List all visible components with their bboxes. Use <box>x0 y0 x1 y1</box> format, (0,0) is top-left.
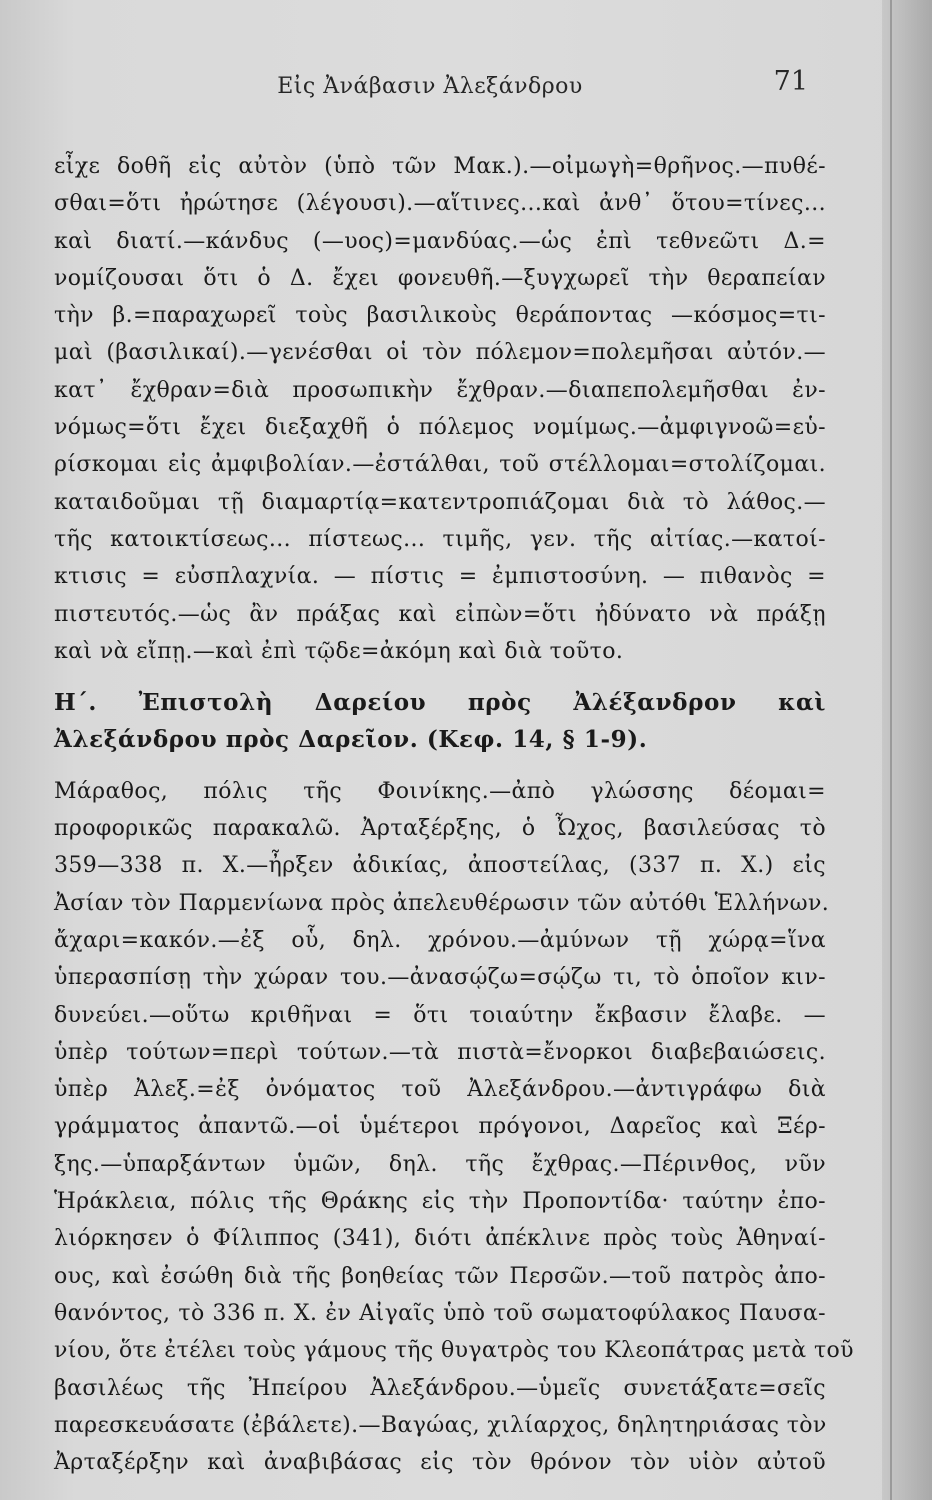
text-line: κτισις = εὐσπλαχνία. — πίστις = ἐμπιστοσύνη. — πιθανὸς = <box>54 564 826 590</box>
text-line: γράμματος ἀπαντῶ.—οἱ ὑμέτεροι πρόγονοι, Δαρεῖος καὶ Ξέρ- <box>54 1114 826 1140</box>
text-line: Μάραθος, πόλις τῆς Φοινίκης.—ἀπὸ γλώσσης δέομαι= <box>54 778 826 804</box>
page-edge-line <box>890 0 892 1500</box>
text-line: ξης.—ὑπαρξάντων ὑμῶν, δηλ. τῆς ἔχθρας.—Πέρινθος, νῦν <box>54 1151 826 1177</box>
text-line: ἄχαρι=κακόν.—ἐξ οὗ, δηλ. χρόνου.—ἀμύνων τῇ χώρᾳ=ἵνα <box>54 927 826 953</box>
text-line: καταιδοῦμαι τῇ διαμαρτίᾳ=κατεντροπιάζομαι διὰ τὸ λάθος.— <box>54 489 826 515</box>
text-line: σθαι=ὅτι ἠρώτησε (λέγουσι).—αἵτινες...καὶ ἀνθ᾿ ὅτου=τίνες... <box>54 191 826 217</box>
section-heading: Η΄. Ἐπιστολὴ Δαρείου πρὸς Ἀλέξανδρον καὶ <box>54 689 826 717</box>
section-heading: Ἀλεξάνδρου πρὸς Δαρεῖον. (Κεφ. 14, § 1-9). <box>54 726 648 754</box>
text-line: ους, καὶ ἐσώθη διὰ τῆς βοηθείας τῶν Περσῶν.—τοῦ πατρὸς ἀπο- <box>54 1263 826 1289</box>
text-line: καὶ νὰ εἴπῃ.—καὶ ἐπὶ τῷδε=ἀκόμη καὶ διὰ τοῦτο. <box>54 638 624 664</box>
text-line: νίου, ὅτε ἐτέλει τοὺς γάμους τῆς θυγατρὸς του Κλεοπάτρας μετὰ τοῦ <box>54 1338 854 1364</box>
running-title: Εἰς Ἀνάβασιν Ἀλεξάνδρου <box>277 74 583 99</box>
text-line: κατ᾿ ἔχθραν=διὰ προσωπικὴν ἔχθραν.—διαπεπολεμῆσθαι ἐν- <box>54 377 826 403</box>
text-line: τὴν β.=παραχωρεῖ τοὺς βασιλικοὺς θεράποντας —κόσμος=τι- <box>54 303 826 329</box>
text-line: ὑπερασπίσῃ τὴν χώραν του.—ἀνασῴζω=σῴζω τι, τὸ ὁποῖον κιν- <box>54 965 826 991</box>
text-line: βασιλέως τῆς Ἠπείρου Ἀλεξάνδρου.—ὑμεῖς συνετάξατε=σεῖς <box>54 1375 826 1401</box>
page-number: 71 <box>773 66 808 97</box>
text-line: προφορικῶς παρακαλῶ. Ἀρταξέρξης, ὁ Ὦχος, βασιλεύσας τὸ <box>54 816 826 842</box>
text-line: τῆς κατοικτίσεως... πίστεως... τιμῆς, γεν. τῆς αἰτίας.—κατοί- <box>54 526 826 552</box>
text-line: ρίσκομαι εἰς ἀμφιβολίαν.—ἐστάλθαι, τοῦ στέλλομαι=στολίζομαι. <box>54 452 826 478</box>
section-spacer <box>54 759 826 773</box>
section-spacer <box>54 670 826 684</box>
text-line: Ἡράκλεια, πόλις τῆς Θράκης εἰς τὴν Προποντίδα· ταύτην ἐπο- <box>54 1189 826 1215</box>
commentary-body <box>54 148 854 1481</box>
text-line: παρεσκευάσατε (ἐβάλετε).—Βαγώας, χιλίαρχος, δηλητηριάσας τὸν <box>54 1412 827 1438</box>
text-line: Ἀρταξέρξην καὶ ἀναβιβάσας εἰς τὸν θρόνον τὸν υἱὸν αὐτοῦ <box>54 1450 826 1476</box>
text-line: θανόντος, τὸ 336 π. Χ. ἐν Αἰγαῖς ὑπὸ τοῦ σωματοφύλακος Παυσα- <box>54 1300 826 1326</box>
text-line: νομίζουσαι ὅτι ὁ Δ. ἔχει φονευθῆ.—ξυγχωρεῖ τὴν θεραπείαν <box>54 265 826 291</box>
text-line: καὶ διατί.—κάνδυς (—υος)=μανδύας.—ὡς ἐπὶ τεθνεῶτι Δ.= <box>54 228 826 254</box>
text-line: λιόρκησεν ὁ Φίλιππος (341), διότι ἀπέκλινε πρὸς τοὺς Ἀθηναί- <box>54 1226 826 1252</box>
text-line: δυνεύει.—οὕτω κριθῆναι = ὅτι τοιαύτην ἔκβασιν ἔλαβε. — <box>54 1002 826 1028</box>
text-line: ὑπὲρ τούτων=περὶ τούτων.—τὰ πιστὰ=ἔνορκοι διαβεβαιώσεις. <box>54 1039 826 1065</box>
text-line: Ἀσίαν τὸν Παρμενίωνα πρὸς ἀπελευθέρωσιν τῶν αὐτόθι Ἑλλήνων. <box>54 890 830 916</box>
text-line: 359—338 π. Χ.—ἦρξεν ἀδικίας, ἀποστείλας, (337 π. Χ.) εἰς <box>54 853 826 879</box>
text-line: μαὶ (βασιλικαί).—γενέσθαι οἱ τὸν πόλεμον=πολεμῆσαι αὐτόν.— <box>54 340 826 366</box>
text-line: πιστευτός.—ὡς ἂν πράξας καὶ εἰπὼν=ὅτι ἠδύνατο νὰ πράξῃ <box>54 601 826 627</box>
text-line: ὑπὲρ Ἀλεξ.=ἐξ ὀνόματος τοῦ Ἀλεξάνδρου.—ἀντιγράφω διὰ <box>54 1077 826 1103</box>
text-line: εἶχε δοθῆ εἰς αὐτὸν (ὑπὸ τῶν Μακ.).—οἰμωγὴ=θρῆνος.—πυθέ- <box>54 154 826 179</box>
text-line: νόμως=ὅτι ἔχει διεξαχθῆ ὁ πόλεμος νομίμως.—ἀμφιγνοῶ=εὑ- <box>54 415 826 441</box>
